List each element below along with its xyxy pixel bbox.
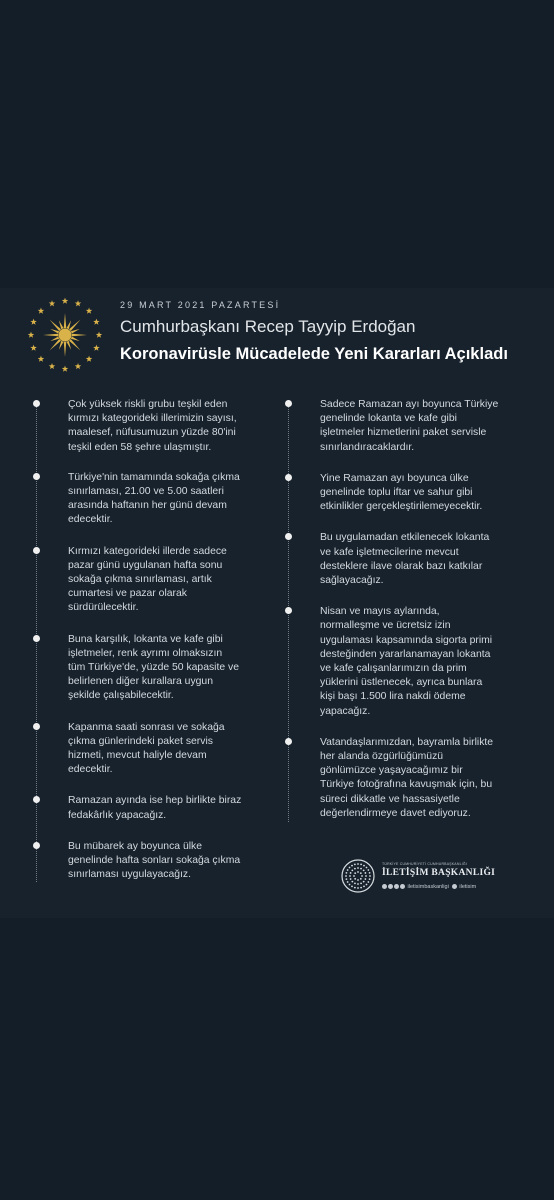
logo-dot	[364, 878, 366, 880]
bullet-dot	[33, 723, 40, 730]
emblem-star	[62, 298, 68, 304]
emblem-star	[49, 363, 55, 369]
emblem-star	[75, 363, 81, 369]
logo-dot	[346, 872, 348, 874]
logo-small-text: TÜRKİYE CUMHURİYETİ CUMHURBAŞKANLIĞI	[382, 862, 467, 866]
bullet-dot	[33, 635, 40, 642]
logo-dot	[360, 868, 362, 870]
logo-dot	[351, 885, 353, 887]
logo-dot	[345, 875, 347, 877]
list-item: Ramazan ayında ise hep birlikte biraz fedakârlık yapacağız.	[36, 794, 276, 822]
sun-ray	[50, 329, 59, 334]
title-line-1: Cumhurbaşkanı Recep Tayyip Erdoğan	[120, 317, 416, 336]
logo-dot	[360, 872, 362, 874]
sun-ray	[72, 334, 87, 337]
emblem-star	[62, 366, 68, 372]
logo-dot	[354, 868, 356, 870]
logo-dot	[363, 881, 365, 883]
social-media-icons	[382, 884, 476, 890]
logo-dot	[347, 869, 349, 871]
emblem-star	[49, 300, 55, 306]
logo-dot	[354, 878, 356, 880]
logo-dot	[369, 872, 371, 874]
logo-dot	[367, 881, 369, 883]
sun-ray	[64, 342, 67, 357]
emblem-star	[75, 300, 81, 306]
emblem-star	[86, 356, 92, 362]
logo-dot	[357, 863, 359, 865]
sun-ray	[59, 320, 64, 329]
bullet-dot	[33, 400, 40, 407]
bullet-dot	[33, 473, 40, 480]
logo-dot	[353, 875, 355, 877]
list-item: Sadece Ramazan ayı boyunca Türkiye genelinde lokanta ve kafe gibi işletmeler hizmetlerini paket servisle sınırlandıracaklardır.	[288, 398, 528, 455]
logo-dot	[366, 884, 368, 886]
list-item: Bu uygulamadan etkilenecek lokanta ve kafe işletmecilerine mevcut desteklere ilave olarak bazı katkılar sağlayacağız.	[288, 531, 528, 588]
bullet-dot	[33, 796, 40, 803]
sun-ray	[66, 320, 71, 329]
left-column	[36, 398, 276, 882]
emblem-star	[30, 319, 36, 325]
bullet-dot	[33, 547, 40, 554]
logo-dot	[354, 882, 356, 884]
sun-ray	[50, 336, 59, 341]
logo-name: İLETİŞİM BAŞKANLIĞI	[382, 868, 496, 878]
list-item: Vatandaşlarımızdan, bayramla birlikte her alanda özgürlüğümüzü gönlümüzce yaşayacağımız bir Türkiye fotoğrafına kavuşmak için, bu süreci dikkatle ve hassasiyetle değerlendirmeye davet ediyoruz.	[288, 736, 528, 821]
logo-dot	[366, 867, 368, 869]
logo-dot	[357, 887, 359, 889]
sun-ray	[71, 336, 80, 341]
logo-dot	[369, 878, 371, 880]
logo-dot	[350, 872, 352, 874]
emblem-star	[93, 345, 99, 351]
emblem-star	[28, 332, 34, 338]
list-item: Yine Ramazan ayı boyunca ülke genelinde toplu iftar ve sahur gibi etkinlikler gerçekleştirilemeyecektir.	[288, 472, 528, 515]
logo-dot	[346, 878, 348, 880]
logo-dot	[349, 875, 351, 877]
emblem-star	[30, 345, 36, 351]
logo-dot	[349, 884, 351, 886]
bullet-dot	[285, 533, 292, 540]
logo-dot	[357, 871, 359, 873]
bullet-dot	[33, 842, 40, 849]
bullet-dot	[285, 400, 292, 407]
logo-dot	[357, 879, 359, 881]
logo-dot	[361, 875, 363, 877]
logo-dot	[354, 887, 356, 889]
sun-ray	[43, 334, 58, 337]
sun-ray	[64, 313, 67, 328]
logo-dot	[360, 864, 362, 866]
emblem-star	[38, 308, 44, 314]
emblem-star	[86, 308, 92, 314]
logo-dot	[363, 865, 365, 867]
logo-dot	[369, 875, 371, 877]
right-column	[288, 398, 528, 821]
bullet-dot	[285, 607, 292, 614]
list-item: Kapanma saati sonrası ve sokağa çıkma günlerindeki paket servis hizmeti, mevcut haliyle devam edecektir.	[36, 721, 276, 778]
list-item: Buna karşılık, lokanta ve kafe gibi işletmeler, renk ayrımı olmaksızın tüm Türkiye'de, yüzde 50 kapasite ve belirlenen diğer kurallara uygun şekilde çalışabilecektir.	[36, 633, 276, 704]
title-line-2: Koronavirüsle Mücadelede Yeni Kararları Açıkladı	[120, 345, 508, 363]
list-item: Bu mübarek ay boyunca ülke genelinde hafta sonları sokağa çıkma sınırlaması uygulayacağız.	[36, 840, 276, 883]
logo-dot	[351, 869, 353, 871]
logo-dot	[360, 878, 362, 880]
logo-dot	[354, 872, 356, 874]
emblem-star	[93, 319, 99, 325]
logo-dot	[351, 865, 353, 867]
logo-dot	[354, 864, 356, 866]
logo-dot	[350, 878, 352, 880]
logo-dot	[367, 869, 369, 871]
logo-dot	[363, 885, 365, 887]
presidential-emblem-icon	[24, 294, 106, 376]
logo-dot	[365, 875, 367, 877]
logo-dot	[357, 883, 359, 885]
sun-ray	[59, 341, 64, 350]
logo-dot	[360, 887, 362, 889]
social-handle-2: iletisim	[459, 884, 477, 890]
logo-dot	[364, 872, 366, 874]
sun-ray	[66, 341, 71, 350]
date-label: 29 MART 2021 PAZARTESİ	[120, 300, 281, 310]
logo-dot	[363, 869, 365, 871]
list-item: Çok yüksek riskli grubu teşkil eden kırmızı kategorideki illerimizin sayısı, maalesef, nüfusumuzun yüzde 80'ini teşkil eden 58 şehre ulaşmıştır.	[36, 398, 276, 455]
logo-dot	[347, 881, 349, 883]
logo-dot	[357, 867, 359, 869]
list-item: Kırmızı kategorideki illerde sadece pazar günü uygulanan hafta sonu sokağa çıkma sınırlaması, artık cumartesi ve pazar olarak sürdürülecektir.	[36, 545, 276, 616]
sun-ray	[71, 329, 80, 334]
logo-dot	[351, 881, 353, 883]
bullet-dot	[285, 474, 292, 481]
emblem-star	[38, 356, 44, 362]
list-item: Türkiye'nin tamamında sokağa çıkma sınırlaması, 21.00 ve 5.00 saatleri arasında haftanın her günü devam edecektir.	[36, 471, 276, 528]
logo-dot	[360, 882, 362, 884]
emblem-star	[96, 332, 102, 338]
communications-logo-icon	[340, 858, 376, 894]
bullet-dot	[285, 738, 292, 745]
list-item: Nisan ve mayıs aylarında, normalleşme ve ücretsiz izin uygulaması kapsamında sigorta primi desteğinden yararlanamayan lokanta ve kafe çalışanlarımızın da prim yüklerini üstlenecek, ayrıca bunlara kişi başı 1.500 lira nakdi ödeme yapacağız.	[288, 605, 528, 719]
logo-dot	[349, 867, 351, 869]
social-handle-1: iletisimbaskanligi	[407, 884, 449, 890]
